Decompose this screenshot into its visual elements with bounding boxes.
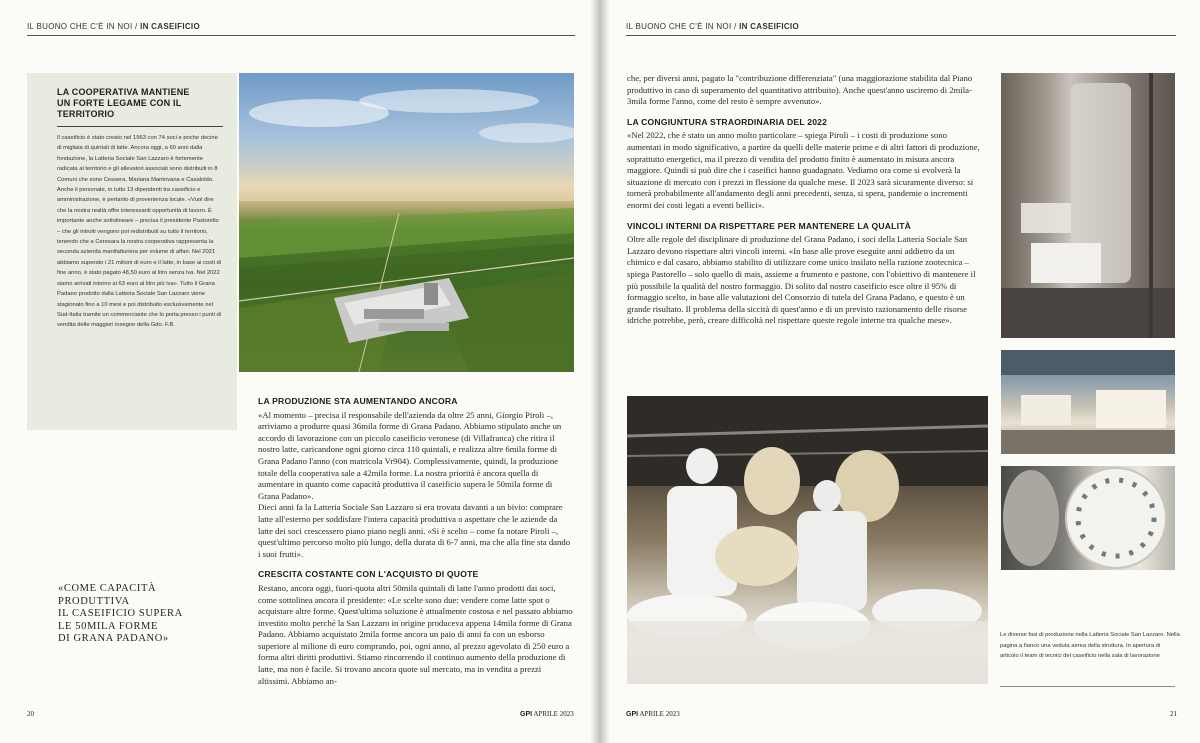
paragraph: Oltre alle regole del disciplinare di produzione del Grana Padano, i soci della Latteria Sociale San Lazzaro devono rispettare altri vincoli interni. «In base alle prove eseguite anni addietro da un chimico e dal casaro, abbiamo stabilito di utilizzare come unico insilato nella razione zootecnica – spiega Pastorello – solo quello di mais, assieme a frumento e pastone, con l'obiettivo di mantenere il più possibile la qualità del nostro formaggio. Di solito dal nostro caseificio esce oltre il 95% di formaggio scelto, in base alle valutazioni del Consorzio di tutela del Grana Padano, e questo è un grande risultato. Il problema della siccità di quest'anno e di un previsto razionamento delle risorse idriche potrebbe, però, creare difficoltà nel rispettare queste regole interne tra qualche mese». xyxy=(627,234,976,326)
cheesemakers-photo xyxy=(627,396,988,684)
paragraph: «Al momento – precisa il responsabile dell'azienda da oltre 25 anni, Giorgio Piroli –, arriviamo a produrre quasi 36mila forme di Grana Padano. Abbiamo stipulato anche un accordo di lavorazione con un piccolo caseificio veronese (di Villafranca) che ritira il nostro latte, caricandone ogni giorno circa 110 quintali, e realizza altre 6mila forme di Grana Padano l'anno (con matricola Vr904). Complessivamente, quindi, la produzione totale della cooperativa sale a 42mila forme. La nostra priorità è ancora quella di aumentare in quanto come capacità produttiva il caseificio supera le 50mila forme di Grana Padano». xyxy=(258,409,562,501)
photo-caption: Le diverse fasi di produzione nella Latteria Sociale San Lazzaro. Nella pagina a fianco una veduta aerea della struttura. In apertura di articolo il team di tecnici del caseificio nella sala di lavorazione xyxy=(1000,632,1180,659)
paragraph: «Nel 2022, che è stato un anno molto particolare – spiega Piroli – i costi di produzione sono aumentati in modo significativo, a partire da quelli delle materie prime e di altri fattori di produzione, soprattutto energetici, ma il prezzo di vendita del prodotto finito è aumentato in misura ancora maggiore. Quindi si può dire che i caseifici hanno guadagnato. Vediamo ora come si evolverà la situazione di mercato con i prezzi in flessione da qualche mese. Il 2023 sarà sicuramente diverso: si tornerà probabilmente all'andamento degli anni precedenti, senza, si spera, pandemie o incrementi enormi dei costi legati a eventi bellici». xyxy=(627,130,980,210)
sidebar-body: Il caseificio è stato creato nel 1963 con 74 soci e poche decine di migliaia di quintali di latte. Ancora oggi, a 60 anni dalla fondazione, la Latteria Sociale San Lazzaro è fortemente radicata al territorio e gli allevatori associati sono distribuiti in 8 Comuni che sono Cessera, Mariana Mantovana e Casaloldo. Anche il personale, in tutto 13 dipendenti tra caseificio e amministrazione, è pertanto di provenienza locale. «Vuol dire che la nostra realtà offre interessanti opportunità di lavoro. È importante anche sottolineare – precisa il presidente Pastorello – che gli introiti vengono poi redistribuiti su tutto il territorio, tenendo che a Ceresara la nostra cooperativa rappresenta la seconda azienda manifatturiera per volume di affari. Nel 2021 abbiamo superato i 21 milioni di euro e il latte, in base ai costi di fine anno, è stato pagato 48,50 euro al litro senza iva. Nel 2022 siamo arrivati intorno ai 63 euro al litro più iva». Tutto il Grana Padano prodotto dalla Latteria Sociale San Lazzaro viene stagionato fino a 10 mesi e poi distribuito esclusivamente nel Sud-Italia tramite un commerciante che lo porta presso i punti di vendita delle maggiori insegne della Gdo. F.B. xyxy=(57,135,222,329)
cheesemakers-illustration xyxy=(627,396,988,684)
heading-2022: LA CONGIUNTURA STRAORDINARIA DEL 2022 xyxy=(627,116,828,127)
paragraph: che, per diversi anni, pagato la "contribuzione differenziata" (una maggiorazione stabilita dal Piano produttivo in caso di superamento del quantitativo attribuito). Anche quest'anno usciremo di 2mila-3mila forme l'anno, come del resto è sempre avvenuto». xyxy=(627,73,973,107)
cheese-wheels-illustration xyxy=(1001,466,1175,570)
factory-hall-photo xyxy=(1001,350,1175,454)
sidebar-rule xyxy=(57,126,223,127)
factory-hall-illustration xyxy=(1001,350,1175,454)
aerial-photo xyxy=(239,73,574,372)
left-page xyxy=(0,0,590,743)
folio-left: GPI APRILE 2023 xyxy=(520,710,574,718)
running-head-left: IL BUONO CHE C'È IN NOI / IN CASEIFICIO xyxy=(27,22,200,31)
aerial-photo-illustration xyxy=(239,73,574,372)
steel-vat-illustration xyxy=(1001,73,1175,338)
paragraph: Dieci anni fa la Latteria Sociale San Lazzaro si era trovata davanti a un bivio: comprare latte all'esterno per soddisfare l'intera capacità produttiva o aspettare che le aziende da latte dei soci crescessero piano piano negli anni. «Si è scelto – come fa notare Piroli –, quest'ultimo percorso molto più lungo, della durata di 6-7 anni, ma che alla fine sta dando i suoi frutti». xyxy=(258,502,571,559)
heading-constraints: VINCOLI INTERNI DA RISPETTARE PER MANTENERE LA QUALITÀ xyxy=(627,220,912,231)
paragraph: Restano, ancora oggi, fuori-quota altri 50mila quintali di latte l'anno prodotti dai soci, come sottolinea ancora il presidente: «Le scelte sono due: vendere come latte spot o acquistare altre forme. Quest'ultima soluzione è attualmente costosa e nel passato abbiamo investito molto perché la San Lazzaro in origine produceva appena 14mila forme di Grana Padano. Abbiamo acquistato 2mila forme ancora un paio di anni fa con un esborso superiore al milione di euro comprando, poi, ogni anno, al prezzo agevolato di 250 euro a forma altri diritti produttivi. Stiamo rincorrendo il continuo aumento della produzione di latte, ma non è facile. Si trovano ancora quote sul mercato, ma in vendita a prezzi altissimi. Abbiamo an- xyxy=(258,582,573,686)
article-column-right xyxy=(627,73,982,327)
page-number-left: 20 xyxy=(27,710,34,718)
spine-gutter xyxy=(590,0,610,743)
heading-production: LA PRODUZIONE STA AUMENTANDO ANCORA xyxy=(258,396,458,406)
sidebar-title: LA COOPERATIVA MANTIENE UN FORTE LEGAME CON IL TERRITORIO xyxy=(57,87,190,119)
caption-rule xyxy=(1000,686,1175,687)
head-rule-right xyxy=(626,35,1176,36)
folio-right: GPI APRILE 2023 xyxy=(626,710,680,718)
pull-quote: «COME CAPACITÀ PRODUTTIVA IL CASEIFICIO SUPERA LE 50MILA FORME DI GRANA PADANO» xyxy=(58,583,183,645)
head-rule-left xyxy=(27,35,575,36)
sidebar-box xyxy=(27,73,237,430)
page-number-right: 21 xyxy=(1170,710,1177,718)
running-head-right: IL BUONO CHE C'È IN NOI / IN CASEIFICIO xyxy=(626,22,799,31)
steel-vat-photo xyxy=(1001,73,1175,338)
heading-growth: CRESCITA COSTANTE CON L'ACQUISTO DI QUOTE xyxy=(258,569,479,580)
article-column-left xyxy=(258,396,574,687)
cheese-wheels-photo xyxy=(1001,466,1175,570)
